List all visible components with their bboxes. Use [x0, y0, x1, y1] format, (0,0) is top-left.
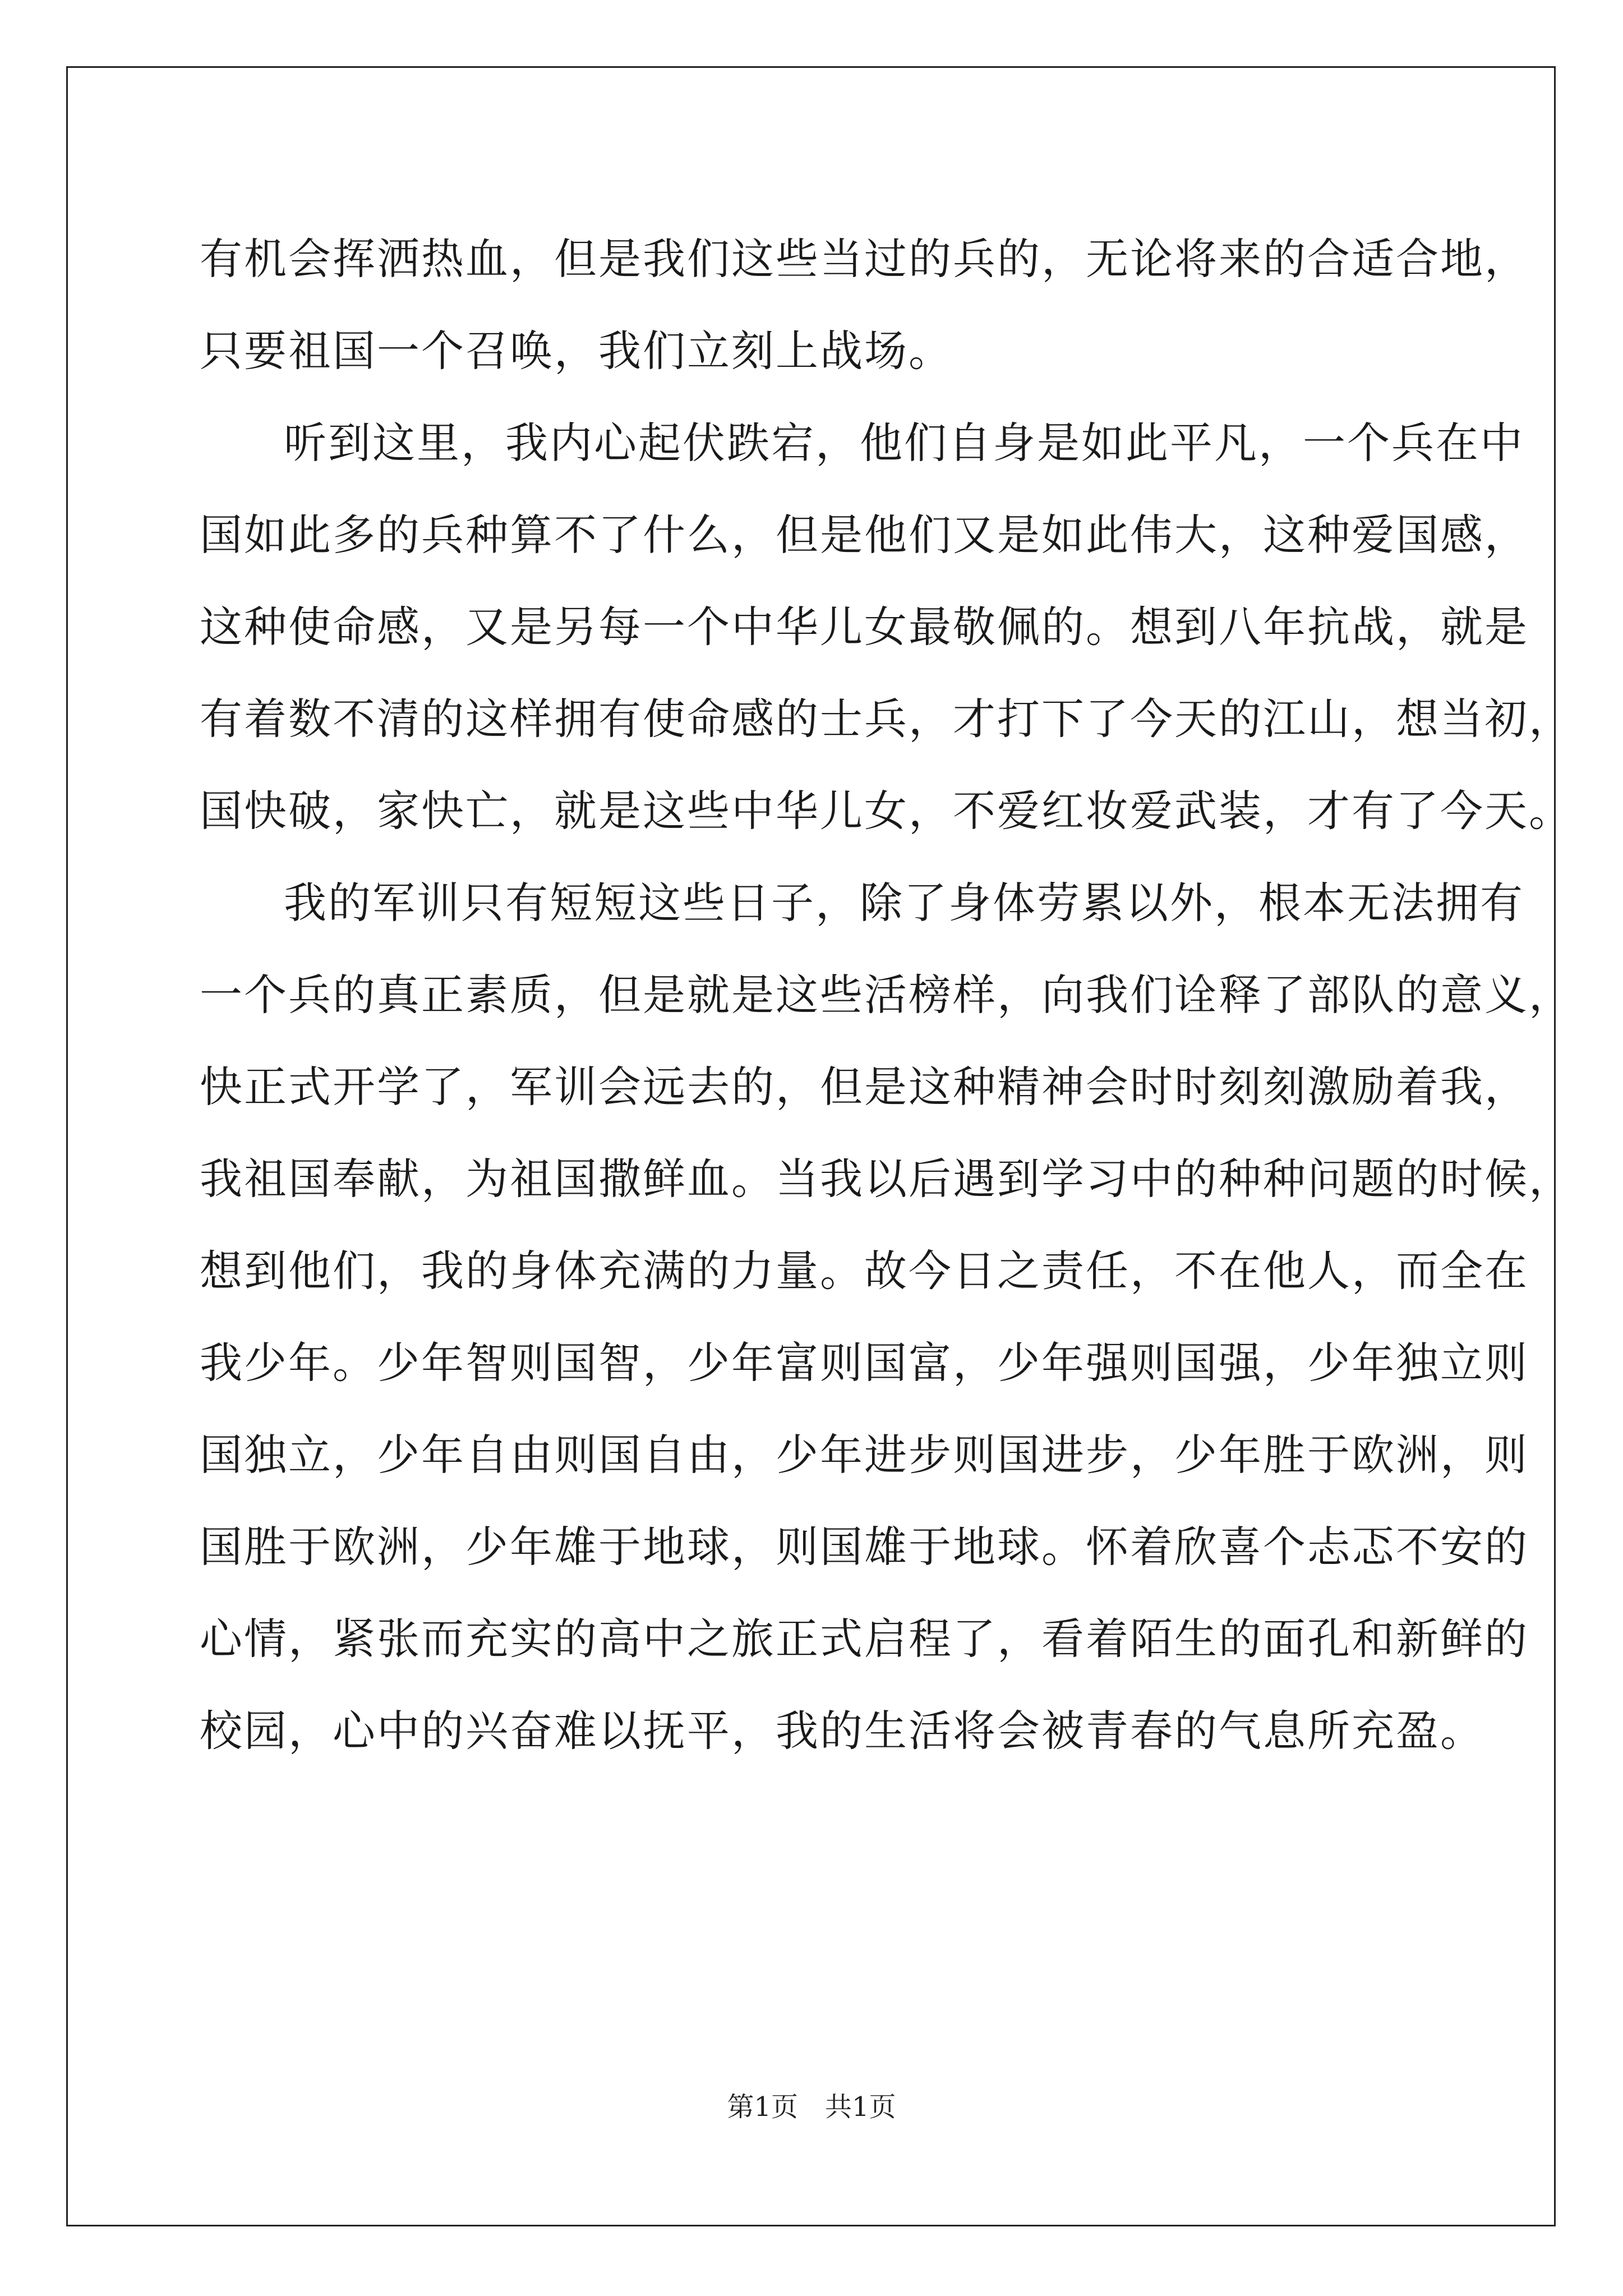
text-line: 国如此多的兵种算不了什么，但是他们又是如此伟大，这种爱国感， [200, 510, 1529, 560]
text-line: 一个兵的真正素质，但是就是这些活榜样，向我们诠释了部队的意义， [200, 970, 1573, 1020]
text-line: 这种使命感，又是另每一个中华儿女最敬佩的。想到八年抗战，就是 [200, 602, 1529, 652]
text-line: 快正式开学了，军训会远去的，但是这种精神会时时刻刻激励着我， [200, 1062, 1529, 1112]
text-line: 校园，心中的兴奋难以抚平，我的生活将会被青春的气息所充盈。 [200, 1706, 1484, 1756]
text-line: 有着数不清的这样拥有使命感的士兵，才打下了今天的江山，想当初， [200, 694, 1573, 744]
text-line: 国胜于欧洲，少年雄于地球，则国雄于地球。怀着欣喜个忐忑不安的 [200, 1522, 1529, 1572]
text-line: 有机会挥洒热血，但是我们这些当过的兵的，无论将来的合适合地， [200, 234, 1529, 284]
text-line: 我祖国奉献，为祖国撒鲜血。当我以后遇到学习中的种种问题的时候， [200, 1154, 1573, 1204]
text-line: 我的军训只有短短这些日子，除了身体劳累以外，根本无法拥有 [284, 878, 1524, 928]
text-line: 我少年。少年智则国智，少年富则国富，少年强则国强，少年独立则 [200, 1338, 1529, 1388]
document-body [200, 213, 1573, 1777]
text-line: 国独立，少年自由则国自由，少年进步则国进步，少年胜于欧洲，则 [200, 1430, 1529, 1480]
text-line: 只要祖国一个召唤，我们立刻上战场。 [200, 326, 953, 376]
text-line: 心情，紧张而充实的高中之旅正式启程了，看着陌生的面孔和新鲜的 [200, 1614, 1529, 1664]
page-number-footer: 第1页 共1页 [727, 2091, 896, 2123]
text-line: 国快破，家快亡，就是这些中华儿女，不爱红妆爱武装，才有了今天。 [200, 786, 1573, 836]
text-line: 听到这里，我内心起伏跌宕，他们自身是如此平凡，一个兵在中 [284, 418, 1524, 468]
text-line: 想到他们，我的身体充满的力量。故今日之责任，不在他人，而全在 [200, 1246, 1529, 1296]
